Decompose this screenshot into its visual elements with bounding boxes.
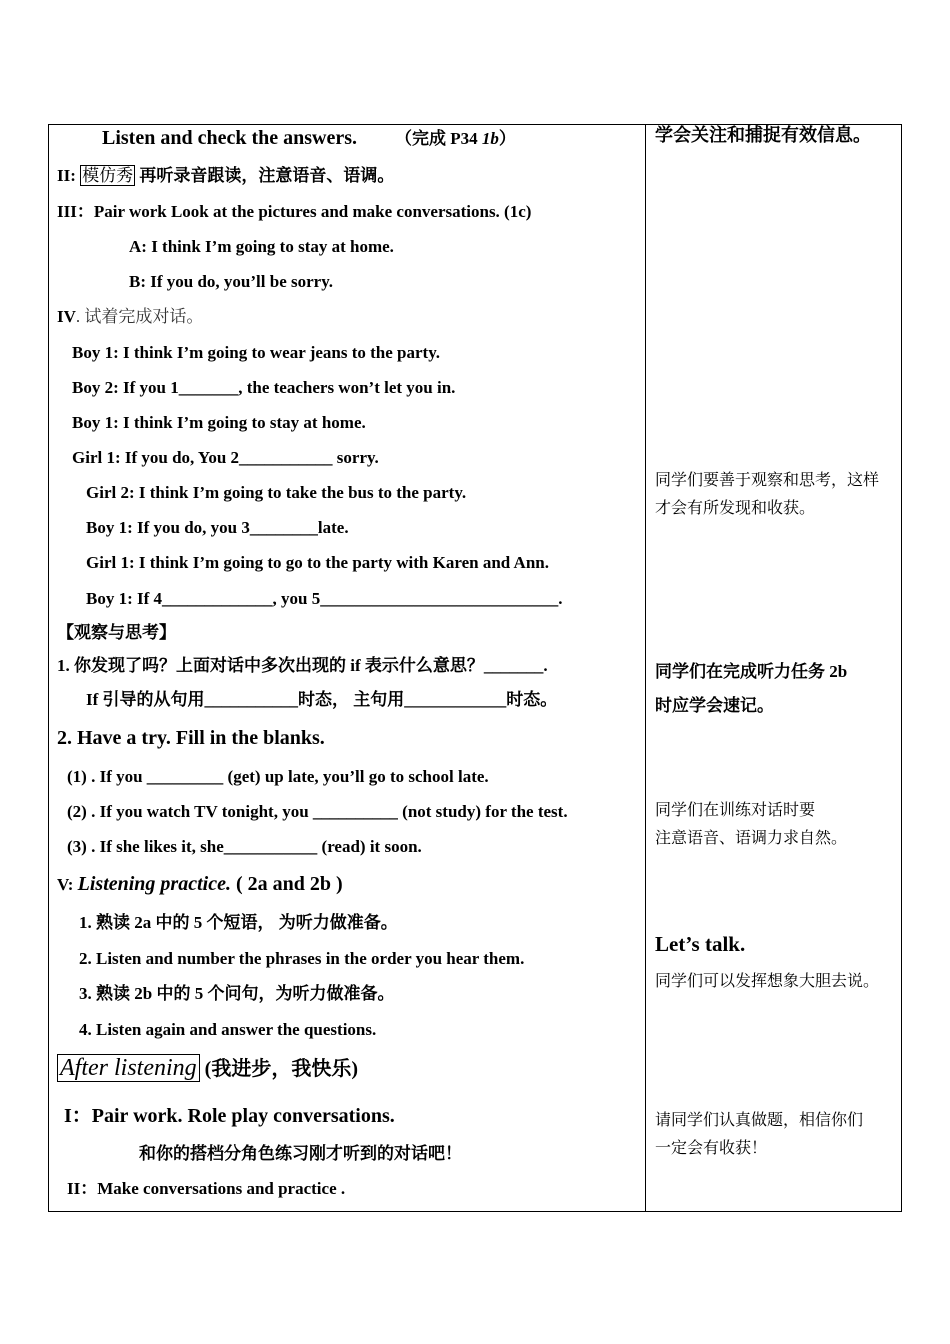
section-iii-line: III：Pair work Look at the pictures and make conversations. (1c) xyxy=(57,202,532,221)
conversation-line-6: Boy 1: If you do, you 3________late. xyxy=(86,518,349,537)
conversation-line-8: Boy 1: If 4_____________, you 5____________________________. xyxy=(86,589,563,608)
conversation-line-4: Girl 1: If you do, You 2___________ sorry. xyxy=(72,448,379,467)
listening-step-2: 2. Listen and number the phrases in the order you hear them. xyxy=(79,949,525,968)
conversation-line-3: Boy 1: I think I’m going to stay at home. xyxy=(72,413,366,432)
conversation-line-2: Boy 2: If you 1_______, the teachers won’t let you in. xyxy=(72,378,456,397)
observe-think-heading: 【观察与思考】 xyxy=(57,623,176,642)
question-1-tense-line: If 引导的从句用___________时态， 主句用____________时态。 xyxy=(86,690,558,709)
blank-item-2: (2) . If you watch TV tonight, you __________ (not study) for the test. xyxy=(67,802,568,821)
blank-item-3: (3) . If she likes it, she___________ (read) it soon. xyxy=(67,837,422,856)
listening-step-3: 3. 熟读 2b 中的 5 个问句，为听力做准备。 xyxy=(79,984,395,1003)
listen-check-text: Listen and check the answers. xyxy=(102,127,358,149)
blank-item-1: (1) . If you _________ (get) up late, you’ll go to school late. xyxy=(67,767,489,786)
side-note-2b: 才会有所发现和收获。 xyxy=(655,500,816,517)
task-ref-italic: 1b xyxy=(481,129,499,148)
section-ii-text: 再听录音跟读，注意语音、语调。 xyxy=(135,166,395,185)
imitation-show-box: 模仿秀 xyxy=(82,166,134,185)
listening-practice-ref: ( 2a and 2b ) xyxy=(230,873,343,895)
section-ii-line xyxy=(57,165,394,187)
conversation-line-1: Boy 1: I think I’m going to wear jeans to the party. xyxy=(72,343,441,362)
have-a-try-heading: 2. Have a try. Fill in the blanks. xyxy=(57,727,325,749)
conversation-line-7: Girl 1: I think I’m going to go to the party with Karen and Ann. xyxy=(86,553,549,572)
section-ii-label: II: xyxy=(57,166,81,185)
side-note-6a: 请同学们认真做题，相信你们 xyxy=(655,1112,864,1129)
pair-work-instruction: 和你的搭档分角色练习刚才听到的对话吧！ xyxy=(139,1144,462,1163)
dialog-b-line: B: If you do, you’ll be sorry. xyxy=(129,272,334,291)
side-note-3a: 同学们在完成听力任务 2b xyxy=(655,662,848,681)
listening-step-4: 4. Listen again and answer the questions. xyxy=(79,1020,377,1039)
task-ref-close: ） xyxy=(498,129,516,148)
listening-practice-title: Listening practice. xyxy=(77,873,231,895)
listening-step-1: 1. 熟读 2a 中的 5 个短语， 为听力做准备。 xyxy=(79,913,398,932)
section-iv-text: . 试着完成对话。 xyxy=(75,307,204,326)
conversation-line-5: Girl 2: I think I’m going to take the bus to the party. xyxy=(86,483,467,502)
question-1-line: 1. 你发现了吗？上面对话中多次出现的 if 表示什么意思？_______. xyxy=(57,656,548,675)
side-note-1: 学会关注和捕捉有效信息。 xyxy=(655,125,871,145)
listen-check-line xyxy=(102,127,516,150)
lets-talk-heading: Let’s talk. xyxy=(655,932,746,956)
side-note-4b: 注意语音、语调力求自然。 xyxy=(655,830,848,847)
section-v-label: V: xyxy=(57,875,78,894)
section-iv-line xyxy=(57,306,203,328)
side-note-5b: 同学们可以发挥想象大胆去说。 xyxy=(655,973,880,990)
side-note-2a: 同学们要善于观察和思考，这样 xyxy=(655,472,880,489)
side-note-4a: 同学们在训练对话时要 xyxy=(655,802,816,819)
dialog-a-line: A: I think I’m going to stay at home. xyxy=(129,237,394,256)
section-v-line xyxy=(57,873,343,896)
column-divider xyxy=(645,124,646,1212)
after-listening-subtitle: (我进步，我快乐) xyxy=(199,1058,358,1080)
side-note-3b: 时应学会速记。 xyxy=(655,696,774,715)
pair-work-line: I：Pair work. Role play conversations. xyxy=(64,1105,395,1127)
task-ref-open: （完成 P34 xyxy=(395,129,482,148)
after-listening-box: After listening xyxy=(57,1054,200,1082)
after-listening-line xyxy=(57,1053,358,1085)
side-note-6b: 一定会有收获！ xyxy=(655,1140,768,1157)
section-iv-label: IV xyxy=(57,307,76,326)
make-conversations-line: II：Make conversations and practice . xyxy=(67,1179,346,1198)
